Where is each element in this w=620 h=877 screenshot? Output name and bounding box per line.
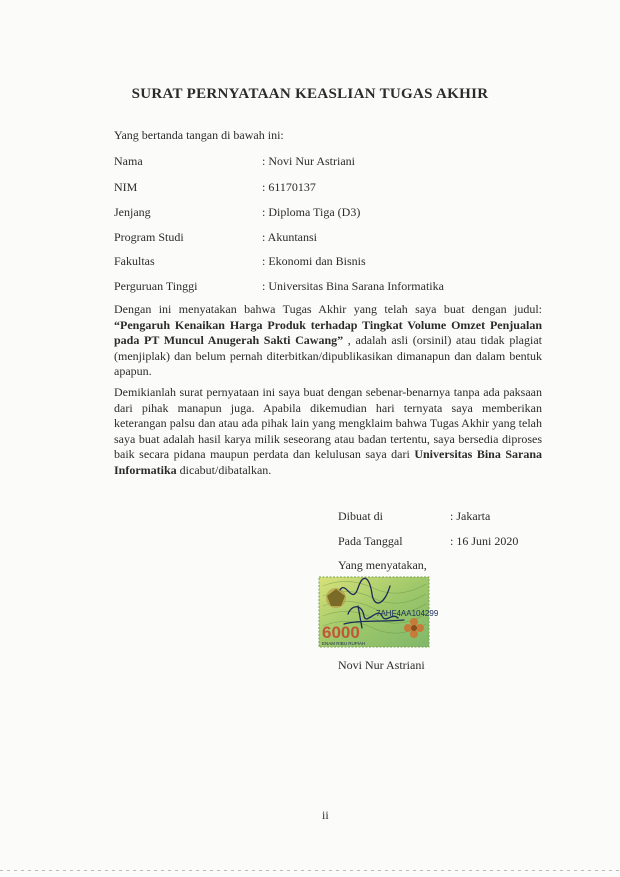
statement-text-before: Dengan ini menyatakan bahwa Tugas Akhir yang telah saya buat dengan judul: <box>114 302 542 316</box>
closing-text: Yang menyatakan, <box>338 558 427 572</box>
declaration-text-before: Demikianlah surat pernyataan ini saya buat dengan sebenar-benarnya tanpa ada paksaan dari pihak manapun juga. Apabila dikemudian hari ternyata saya memberikan keterangan palsu dan atau ada pihak lain yang mengklaim bahwa Tugas Akhir yang telah saya buat adalah hasil karya milik seseorang atau badan tertentu, saya bersedia diproses baik secara pidana maupun perdata dan kelulusan saya dari <box>114 385 542 461</box>
stamp-value: 6000 <box>322 623 360 642</box>
declaration-paragraph <box>114 385 542 478</box>
intro-text: Yang bertanda tangan di bawah ini: <box>114 128 284 142</box>
statement-text-after: , adalah asli (orsinil) atau tidak plagiat (menjiplak) dan belum pernah diterbitkan/dipublikasikan dimanapun dan dalam bentuk apapun. <box>114 333 542 378</box>
garuda-emblem-icon <box>326 588 346 608</box>
date-label: Pada Tanggal <box>338 534 403 548</box>
field-value-nama: : Novi Nur Astriani <box>262 154 355 168</box>
field-value-nim: : 61170137 <box>262 180 316 194</box>
page-number: ii <box>322 808 329 822</box>
field-value-fakultas: : Ekonomi dan Bisnis <box>262 254 366 268</box>
university-name-bold: Universitas Bina Sarana Informatika <box>114 447 542 477</box>
place-label: Dibuat di <box>338 509 383 523</box>
field-label-nama: Nama <box>114 154 143 168</box>
statement-paragraph <box>114 302 542 380</box>
place-value: : Jakarta <box>450 509 491 523</box>
field-value-program-studi: : Akuntansi <box>262 230 318 244</box>
signer-name: Novi Nur Astriani <box>338 658 425 672</box>
field-value-perguruan-tinggi: : Universitas Bina Sarana Informatika <box>262 279 444 293</box>
field-label-perguruan-tinggi: Perguruan Tinggi <box>114 279 198 293</box>
field-label-nim: NIM <box>114 180 138 194</box>
scan-border-line <box>0 870 620 871</box>
stamp-caption: ENAM RIBU RUPIAH <box>322 641 366 646</box>
revenue-stamp <box>318 576 439 648</box>
date-value: : 16 Juni 2020 <box>450 534 519 548</box>
declaration-text-after: dicabut/dibatalkan. <box>179 462 272 477</box>
stamp-serial: 7AHF4AA104299 <box>376 609 439 618</box>
field-value-jenjang: : Diploma Tiga (D3) <box>262 205 361 219</box>
field-label-jenjang: Jenjang <box>114 205 151 219</box>
field-label-fakultas: Fakultas <box>114 254 155 268</box>
thesis-title: “Pengaruh Kenaikan Harga Produk terhadap Tingkat Volume Omzet Penjualan pada PT Muncul Anugerah Sakti Cawang” <box>114 317 542 347</box>
document-title: SURAT PERNYATAAN KEASLIAN TUGAS AKHIR <box>131 86 489 102</box>
field-label-program-studi: Program Studi <box>114 230 184 244</box>
